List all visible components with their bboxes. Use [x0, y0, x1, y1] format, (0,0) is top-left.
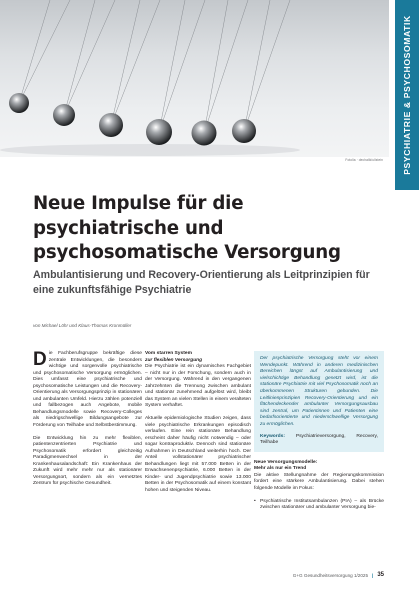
body-paragraph: Die Psychiatrie ist ein dynamisches Fachgebiet – nicht nur in der Forschung, sondern auch in der Versorgung. Während in den vergangenen Jahrzehnten die Trennung zwischen ambulant und stationär zunehmend aufgelöst wird, bleibt das System an vielen Stellen in einem veralteten System verhaftet.	[145, 364, 251, 408]
footer-divider: |	[372, 572, 374, 578]
drop-cap: D	[33, 349, 47, 370]
text-column-3	[254, 351, 384, 512]
body-paragraph: Die aktive Stellungnahme der Regierungskommission fordert eine stärkere Ambulantisierung. Dabei stehen folgende Modelle im Fokus:	[254, 472, 384, 491]
newtons-cradle-photo	[0, 0, 389, 157]
list-item: • Psychiatrische Institutsambulanzen (PIA) – als Brücke zwischen stationärer und ambulanter Versorgung bie-	[254, 498, 384, 511]
newtons-cradle-illustration	[0, 0, 389, 157]
section-tab-label: PSYCHIATRIE & PSYCHOSOMATIK	[402, 15, 413, 175]
photo-credit: Fotolia · dechalik/ullstein	[345, 158, 383, 162]
article-title: Neue Impulse für die psychiatrische und psychosomatische Versorgung	[33, 193, 341, 263]
article-subtitle: Ambulantisierung und Recovery-Orientierung als Leitprinzipien für eine zukunftsfähige Psychiatrie	[33, 269, 370, 296]
section-tab	[395, 0, 419, 190]
text-column-2	[145, 351, 251, 501]
journal-name: G+G Gesundheitsversorgung 1/2025	[292, 572, 369, 578]
abstract-box	[254, 351, 384, 452]
page-number: 35	[377, 572, 384, 578]
section-heading: Vom starren System zur flexiblen Versorgung	[145, 351, 203, 363]
section-heading: Neue Versorgungsmodelle: Mehr als nur ein Trend	[254, 459, 318, 472]
article-authors: von Michael Löhr und Klaus-Thomas Kronmüller	[33, 323, 132, 328]
body-paragraph: Aktuelle epidemiologische Studien zeigen, dass viele psychiatrische Erkrankungen episodisch verlaufen. Eine rein stationäre Behandlung erscheint daher häufig nicht notwendig – oder sogar kontraproduktiv. Dennoch sind stationäre Aufnahmen in Deutschland weiterhin hoch. Der Anteil vollstationärer psychiatrischer Behandlungen liegt mit 57.000 Betten in der Erwachsenenpsychiatrie, 6.000 Betten in der Kinder- und Jugendpsychiatrie sowie 13.000 Betten in der Psychosomatik auf einem konstant hohen und steigenden Niveau.	[145, 416, 251, 493]
text-column-1	[33, 351, 142, 494]
body-paragraph: Die Entwicklung hin zu mehr flexiblen, patientenzentrierten Psychiatrie und Psychosomatik erfordert gleichzeitig Paradigmenwechsel in der Krankenhausalandschaft: Ein Krankenhaus der Zukunft wird mehr mehr nur als stationärer Versorgungsort, sondern als ein vernetztes Zentrum für psychische Gesundheit.	[33, 435, 142, 486]
intro-paragraph: Die Fachberufsgruppe bekräftige diese zentrale Entwicklungen, die besonders wichtige und sorgenvolle psychiatrische und psychosomatische Versorgung ermöglichen. Dies umfasst eine psychiatrische und psychosomatische Leistungen und die Recovery-Orientierung als Versorgungsprinzip in stationären und ambulanten Umfeld. Hierzu zählen potenziell und fallbezogen auch Angebote, mobile Behandlungsmodelle sowie Recovery-Colleges als niedrigschwellige Bildungsangebote zur Förderung von Teilhabe und Selbstbestimmung.	[33, 349, 142, 428]
abstract-text: Der psychiatrische Versorgung steht vor einem Wendepunkt. Während in anderen medizinischen Bereichen längst auf Ambulantisierung und vielschichtige Behandlung gesetzt wird, ist die stationäre Psychiatrie mit viel Psychosomatik noch an überkommenen Strukturen gebunden. Die Leitlinienprinzipien Recovery-Orientierung und ein flächendeckender ambulanter Versorgungsausbau sind zentral, um Patientinnen und Patienten eine bedarfsorientierte und niederschwellige Versorgung zu ermöglichen.	[260, 356, 378, 427]
bullet-icon: •	[254, 498, 256, 504]
page-footer	[254, 572, 384, 578]
keywords-line: Keywords: Psychiatrieversorgung, Recovery, Teilhabe	[260, 433, 378, 446]
